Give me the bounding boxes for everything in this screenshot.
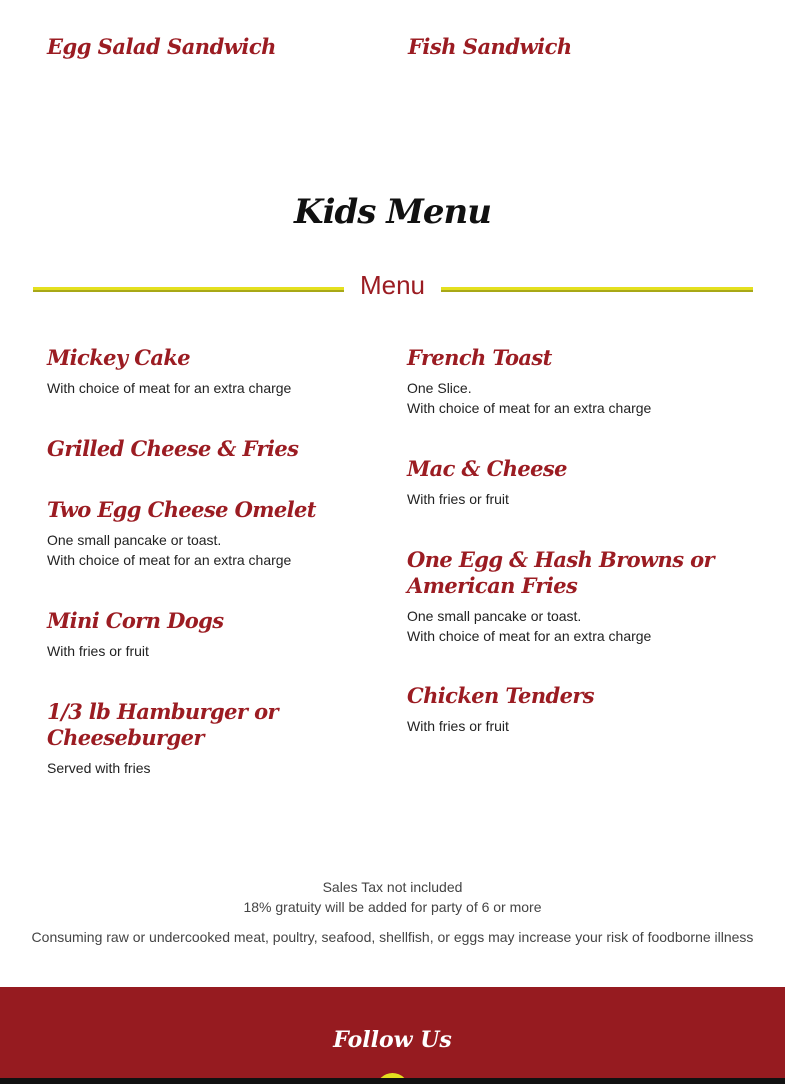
- footer-notes: [0, 877, 785, 947]
- menu-item-desc: With fries or fruit: [407, 491, 509, 507]
- menu-item-name: 1/3 lb Hamburger or Cheeseburger: [47, 699, 278, 750]
- menu-item-name: Two Egg Cheese Omelet: [47, 497, 316, 522]
- menu-item: [47, 497, 387, 608]
- menu-item-name: Mac & Cheese: [407, 456, 567, 481]
- menu-item-name: One Egg & Hash Browns or American Fries: [407, 547, 715, 598]
- menu-item-name: Grilled Cheese & Fries: [47, 436, 299, 461]
- menu-divider: [33, 270, 753, 306]
- menu-item: [47, 345, 387, 436]
- menu-item-desc: One small pancake or toast. With choice of meat for an extra charge: [407, 608, 652, 644]
- menu-column-right: [407, 345, 747, 736]
- menu-item: [47, 699, 387, 778]
- menu-item: [47, 608, 387, 699]
- menu-item: [407, 683, 747, 736]
- follow-us-band: [0, 987, 785, 1084]
- menu-column-left: [47, 345, 387, 778]
- divider-label: Menu: [359, 270, 426, 300]
- menu-item-name: Mickey Cake: [47, 345, 191, 370]
- divider-line-right: [441, 287, 753, 292]
- item-name-egg-salad-sandwich: Egg Salad Sandwich: [47, 34, 276, 59]
- follow-us-title: Follow Us: [333, 1027, 452, 1053]
- menu-item: [407, 345, 747, 456]
- menu-item: [407, 547, 747, 683]
- gratuity-note: 18% gratuity will be added for party of 6 or more: [243, 899, 542, 915]
- menu-item-desc: With fries or fruit: [47, 643, 149, 659]
- menu-item-desc: Served with fries: [47, 760, 151, 776]
- menu-item-desc: One Slice. With choice of meat for an extra charge: [407, 380, 652, 416]
- menu-item: [407, 456, 747, 547]
- menu-item-desc: With fries or fruit: [407, 718, 509, 734]
- menu-item-name: Mini Corn Dogs: [47, 608, 224, 633]
- menu-item-name: French Toast: [407, 345, 552, 370]
- sales-tax-note: Sales Tax not included: [322, 879, 463, 895]
- section-title: Kids Menu: [294, 192, 491, 232]
- foodborne-warning: Consuming raw or undercooked meat, poultry, seafood, shellfish, or eggs may increase your risk of foodborne illness: [31, 929, 754, 945]
- divider-line-left: [33, 287, 344, 292]
- bottom-bar: [0, 1078, 785, 1084]
- menu-item-desc: One small pancake or toast. With choice of meat for an extra charge: [47, 532, 292, 568]
- item-name-fish-sandwich: Fish Sandwich: [408, 34, 572, 59]
- menu-item-name: Chicken Tenders: [407, 683, 595, 708]
- menu-item-desc: With choice of meat for an extra charge: [47, 380, 292, 396]
- previous-section-items: [0, 30, 785, 70]
- menu-item: [47, 436, 387, 497]
